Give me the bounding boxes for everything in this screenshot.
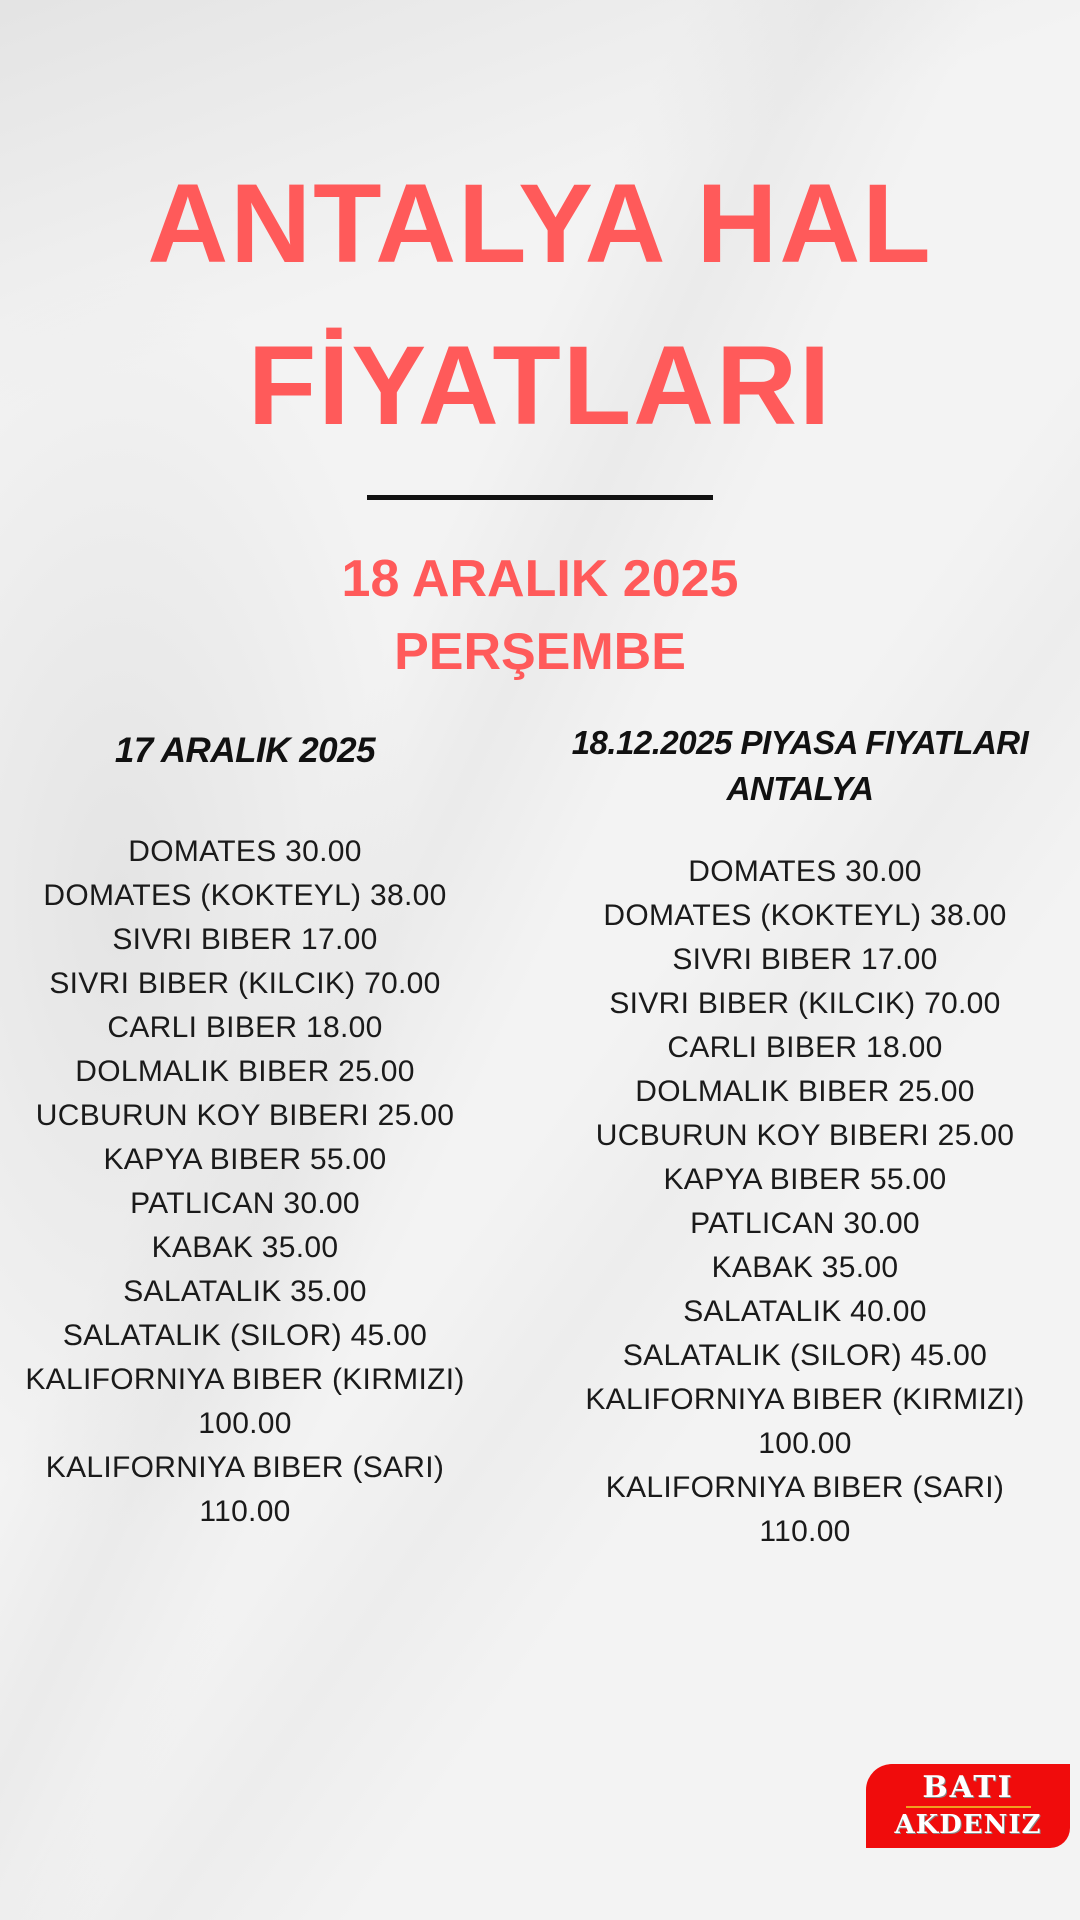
list-item: DOMATES 30.00 xyxy=(688,855,922,888)
list-item: KABAK 35.00 xyxy=(151,1231,339,1264)
list-item: SALATALIK (SILOR) 45.00 xyxy=(62,1319,428,1352)
list-item: KALIFORNIYA BIBER (KIRMIZI) xyxy=(25,1363,465,1396)
brand-logo xyxy=(866,1764,1070,1848)
list-item: PATLICAN 30.00 xyxy=(690,1207,920,1240)
list-item: SALATALIK 40.00 xyxy=(683,1295,927,1328)
list-item: KAPYA BIBER 55.00 xyxy=(103,1143,387,1176)
left-column-heading: 17 ARALIK 2025 xyxy=(114,731,376,770)
title-divider xyxy=(367,495,713,500)
weekday-heading: PERŞEMBE xyxy=(394,623,686,681)
list-item: SIVRI BIBER (KILCIK) 70.00 xyxy=(609,987,1001,1020)
list-item: 110.00 xyxy=(759,1515,851,1548)
right-heading-line1: 18.12.2025 PIYASA FIYATLARI xyxy=(571,724,1029,761)
right-column-heading xyxy=(535,720,1065,812)
list-item: DOMATES (KOKTEYL) 38.00 xyxy=(603,899,1007,932)
list-item: DOMATES 30.00 xyxy=(128,835,362,868)
page-title-line1: ANTALYA HAL xyxy=(147,161,933,286)
list-item: KALIFORNIYA BIBER (KIRMIZI) xyxy=(585,1383,1025,1416)
list-item: UCBURUN KOY BIBERI 25.00 xyxy=(35,1099,455,1132)
list-item: SALATALIK (SILOR) 45.00 xyxy=(622,1339,988,1372)
date-heading: 18 ARALIK 2025 xyxy=(341,550,739,608)
list-item: CARLI BIBER 18.00 xyxy=(667,1031,943,1064)
list-item: SALATALIK 35.00 xyxy=(123,1275,367,1308)
page-title-line2: FİYATLARI xyxy=(247,323,833,448)
list-item: KABAK 35.00 xyxy=(711,1251,899,1284)
list-item: DOLMALIK BIBER 25.00 xyxy=(75,1055,415,1088)
list-item: SIVRI BIBER 17.00 xyxy=(112,923,378,956)
list-item: DOLMALIK BIBER 25.00 xyxy=(635,1075,975,1108)
list-item: PATLICAN 30.00 xyxy=(130,1187,360,1220)
list-item: 110.00 xyxy=(199,1495,291,1528)
right-heading-line2: ANTALYA xyxy=(726,770,874,807)
list-item: KALIFORNIYA BIBER (SARI) xyxy=(45,1451,445,1484)
list-item: SIVRI BIBER 17.00 xyxy=(672,943,938,976)
list-item: 100.00 xyxy=(198,1407,292,1440)
list-item: DOMATES (KOKTEYL) 38.00 xyxy=(43,879,447,912)
list-item: 100.00 xyxy=(758,1427,852,1460)
list-item: UCBURUN KOY BIBERI 25.00 xyxy=(595,1119,1015,1152)
list-item: KAPYA BIBER 55.00 xyxy=(663,1163,947,1196)
logo-rule xyxy=(906,1806,1031,1808)
list-item: SIVRI BIBER (KILCIK) 70.00 xyxy=(49,967,441,1000)
list-item: KALIFORNIYA BIBER (SARI) xyxy=(605,1471,1005,1504)
logo-line2: AKDENIZ xyxy=(894,1810,1042,1840)
right-price-list xyxy=(535,850,1075,1554)
left-price-list xyxy=(0,830,490,1534)
logo-line1: BATI xyxy=(922,1770,1014,1805)
list-item: CARLI BIBER 18.00 xyxy=(107,1011,383,1044)
